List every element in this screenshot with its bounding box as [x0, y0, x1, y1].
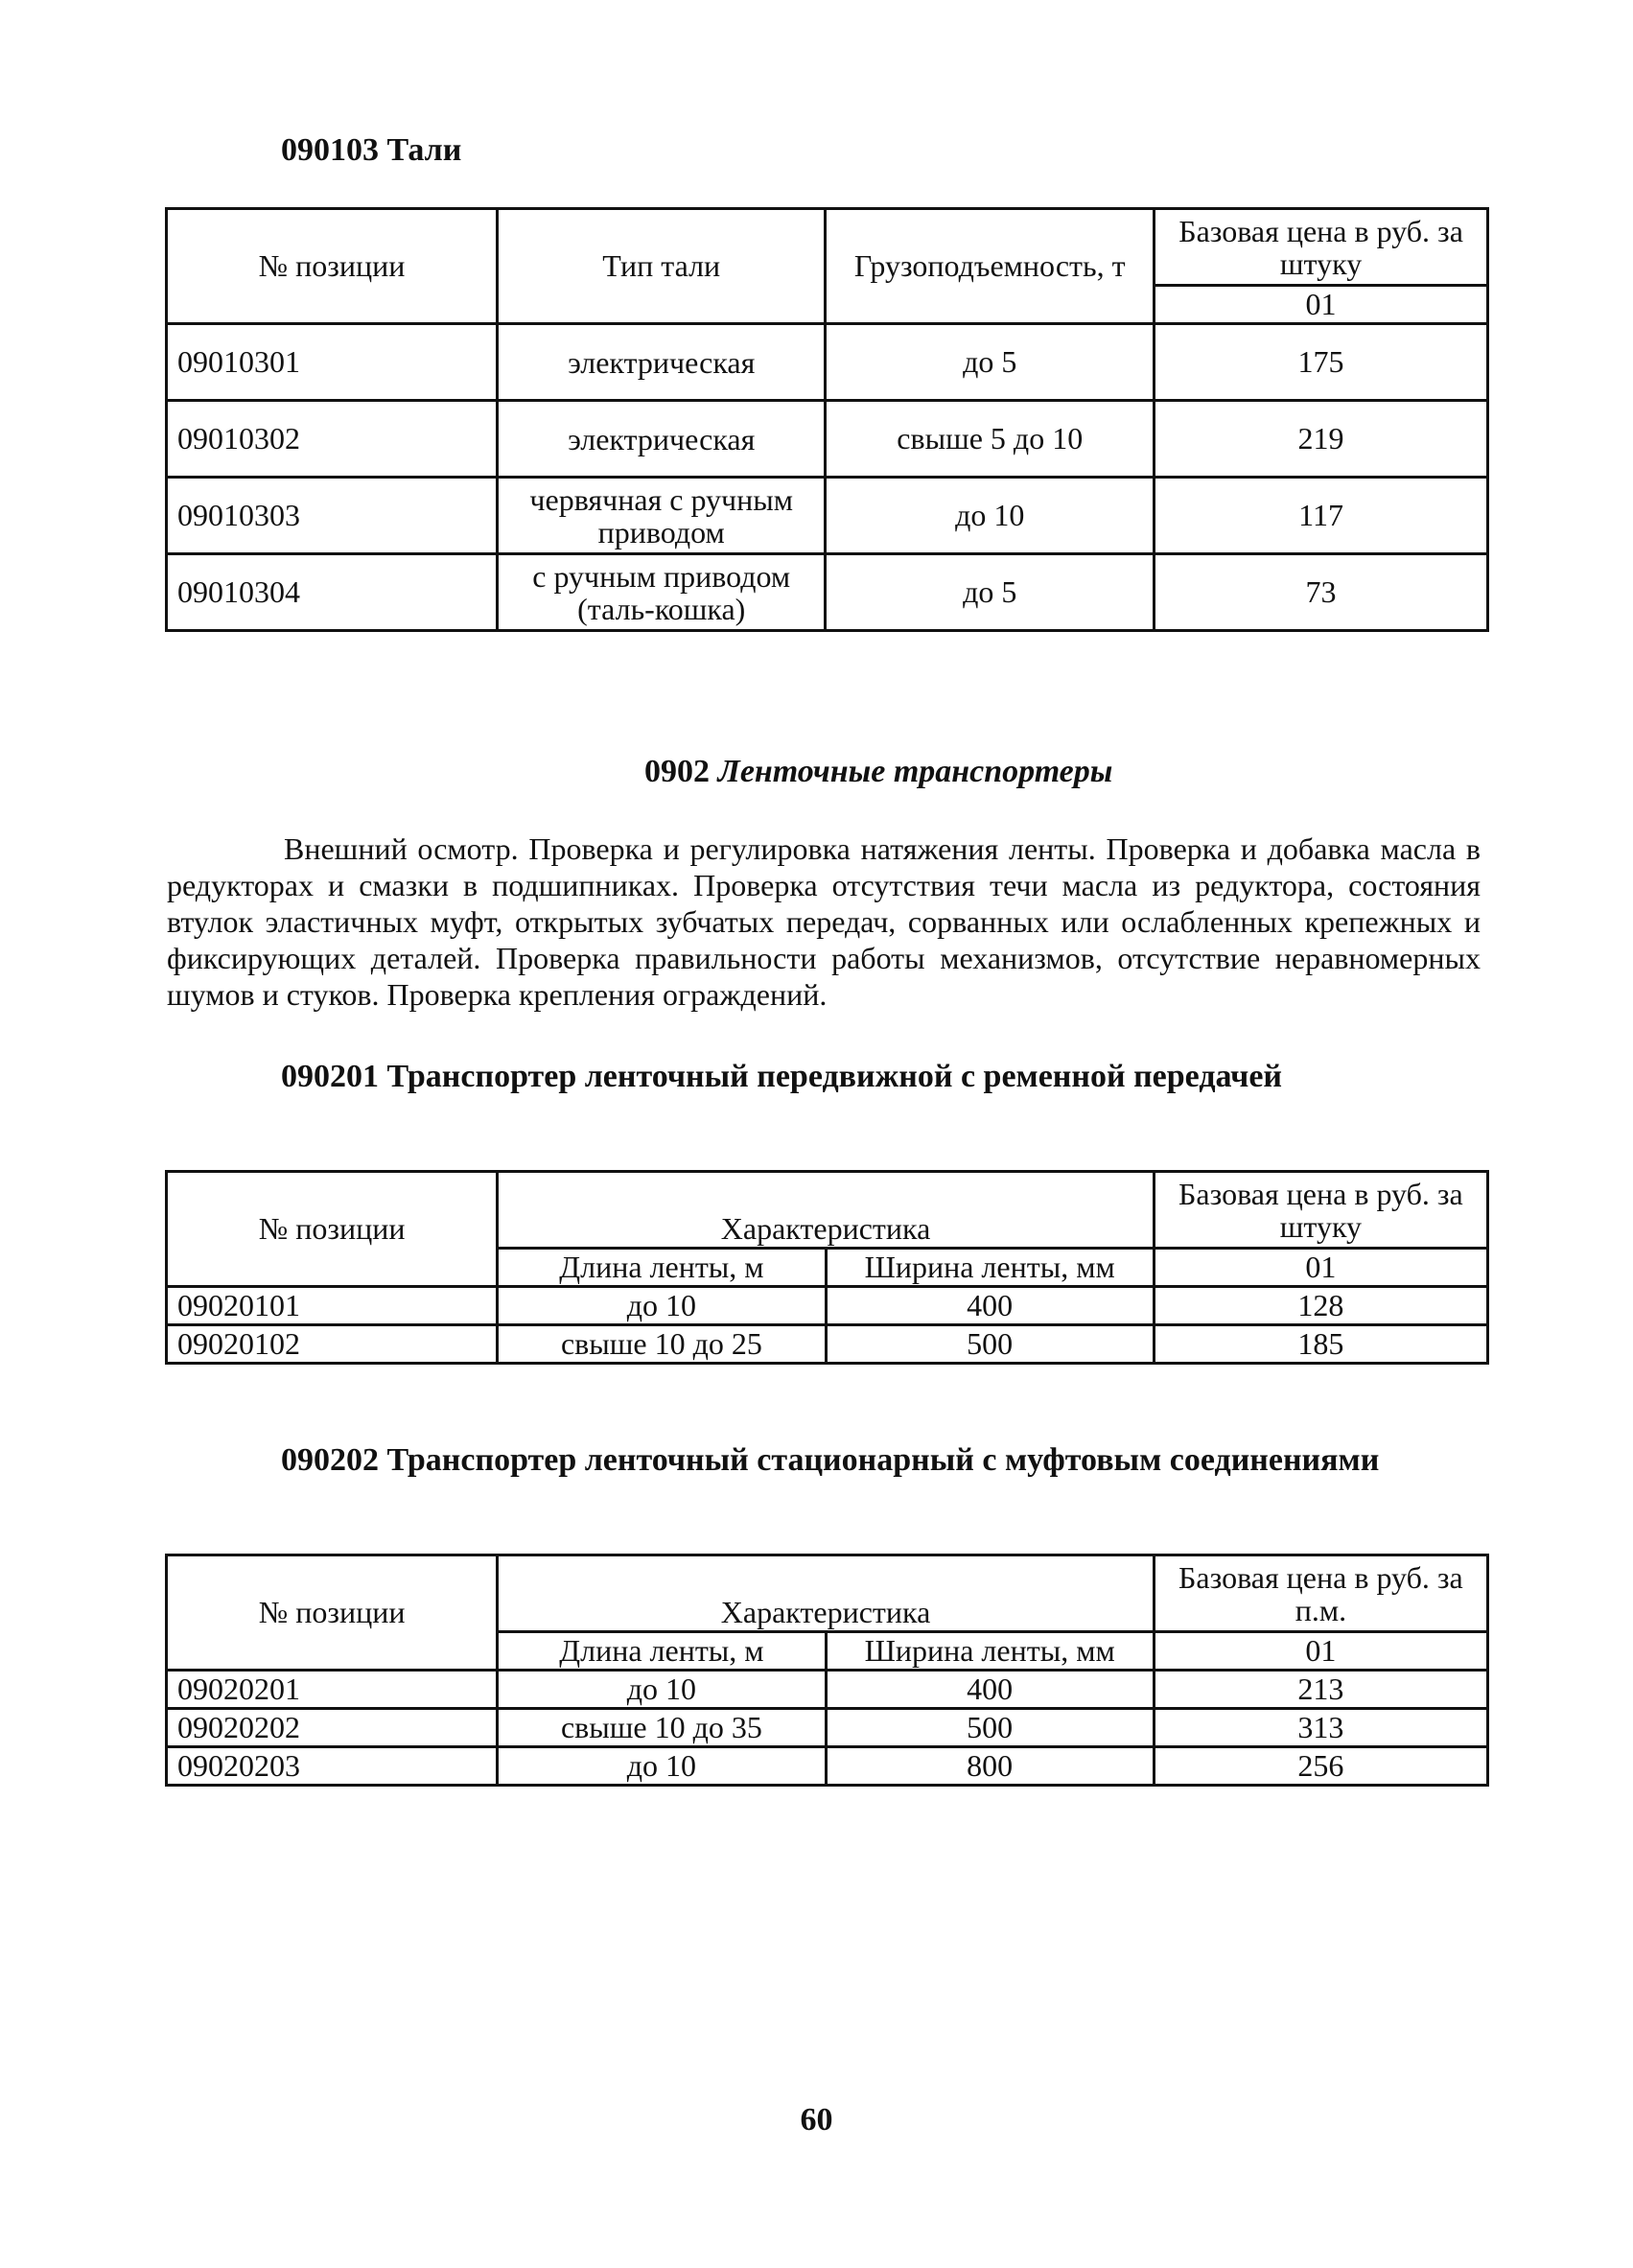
row-capacity: свыше 5 до 10	[826, 401, 1155, 478]
table-row	[167, 1709, 1488, 1747]
table-row	[167, 1325, 1488, 1364]
section-title-090201: 090201 Транспортер ленточный передвижной с ременной передачей	[281, 1059, 1283, 1094]
maintenance-description: Внешний осмотр. Проверка и регулировка натяжения ленты. Проверка и добавка масла в редукторах и смазки в подшипниках. Проверка отсутствия течи масла из редуктора, состояния втулок эластичных муфт, открытых зубчатых передач, сорванных или ослабленных крепежных и фиксирующих деталей. Проверка правильности работы механизмов, отсутствие неравномерных шумов и стуков. Проверка крепления ограждений.	[167, 831, 1481, 1012]
row-price: 128	[1154, 1287, 1487, 1325]
header-characteristic: Характеристика	[498, 1555, 1154, 1632]
header-price-code: 01	[1154, 1632, 1487, 1671]
row-position: 09020102	[167, 1325, 498, 1364]
table-row	[167, 1671, 1488, 1709]
row-price: 313	[1154, 1709, 1487, 1747]
section-name: Ленточные транспортеры	[717, 754, 1113, 789]
row-hoist-type: электрическая	[498, 401, 826, 478]
table-row	[167, 1287, 1488, 1325]
header-position: № позиции	[167, 209, 498, 324]
header-capacity: Грузоподъемность, т	[826, 209, 1155, 324]
row-position: 09020101	[167, 1287, 498, 1325]
row-belt-length: свыше 10 до 25	[498, 1325, 826, 1364]
row-price: 117	[1155, 478, 1488, 554]
row-belt-width: 400	[826, 1287, 1154, 1325]
row-price: 219	[1155, 401, 1488, 478]
section-code: 0902	[644, 754, 710, 789]
row-position: 09010303	[167, 478, 498, 554]
page-number: 60	[800, 2102, 833, 2138]
header-base-price: Базовая цена в руб. за п.м.	[1154, 1555, 1487, 1632]
row-position: 09010302	[167, 401, 498, 478]
row-belt-length: свыше 10 до 35	[498, 1709, 826, 1747]
section-title-090103: 090103 Тали	[281, 132, 462, 168]
row-price: 256	[1154, 1747, 1487, 1786]
header-belt-width: Ширина ленты, мм	[826, 1249, 1154, 1287]
header-price-code: 01	[1154, 1249, 1487, 1287]
row-position: 09020203	[167, 1747, 498, 1786]
header-position: № позиции	[167, 1172, 498, 1287]
table-row	[167, 401, 1488, 478]
header-base-price: Базовая цена в руб. за штуку	[1154, 1172, 1487, 1249]
row-position: 09020202	[167, 1709, 498, 1747]
table-row	[167, 324, 1488, 401]
row-belt-width: 500	[826, 1709, 1154, 1747]
header-base-price: Базовая цена в руб. за штуку	[1155, 209, 1488, 286]
row-belt-width: 500	[826, 1325, 1154, 1364]
header-position: № позиции	[167, 1555, 498, 1671]
stationary-conveyor-table	[165, 1554, 1489, 1787]
row-belt-length: до 10	[498, 1671, 826, 1709]
header-belt-length: Длина ленты, м	[498, 1249, 826, 1287]
row-hoist-type: червячная с ручным приводом	[498, 478, 826, 554]
hoists-table	[165, 207, 1489, 632]
table-row	[167, 554, 1488, 631]
mobile-conveyor-table	[165, 1170, 1489, 1365]
row-price: 175	[1155, 324, 1488, 401]
row-belt-width: 800	[826, 1747, 1154, 1786]
row-hoist-type: с ручным приводом (таль-кошка)	[498, 554, 826, 631]
header-characteristic: Характеристика	[498, 1172, 1154, 1249]
row-position: 09010304	[167, 554, 498, 631]
header-hoist-type: Тип тали	[498, 209, 826, 324]
row-capacity: до 5	[826, 554, 1155, 631]
header-price-code: 01	[1155, 286, 1488, 324]
table-row	[167, 1747, 1488, 1786]
section-title-090202: 090202 Транспортер ленточный стационарный с муфтовым соединениями	[281, 1442, 1380, 1478]
row-capacity: до 5	[826, 324, 1155, 401]
row-price: 73	[1155, 554, 1488, 631]
row-belt-length: до 10	[498, 1747, 826, 1786]
row-position: 09020201	[167, 1671, 498, 1709]
row-belt-length: до 10	[498, 1287, 826, 1325]
header-belt-width: Ширина ленты, мм	[826, 1632, 1154, 1671]
row-hoist-type: электрическая	[498, 324, 826, 401]
section-title-0902	[644, 754, 1112, 790]
table-row	[167, 478, 1488, 554]
row-capacity: до 10	[826, 478, 1155, 554]
row-price: 185	[1154, 1325, 1487, 1364]
header-belt-length: Длина ленты, м	[498, 1632, 826, 1671]
row-belt-width: 400	[826, 1671, 1154, 1709]
row-position: 09010301	[167, 324, 498, 401]
row-price: 213	[1154, 1671, 1487, 1709]
